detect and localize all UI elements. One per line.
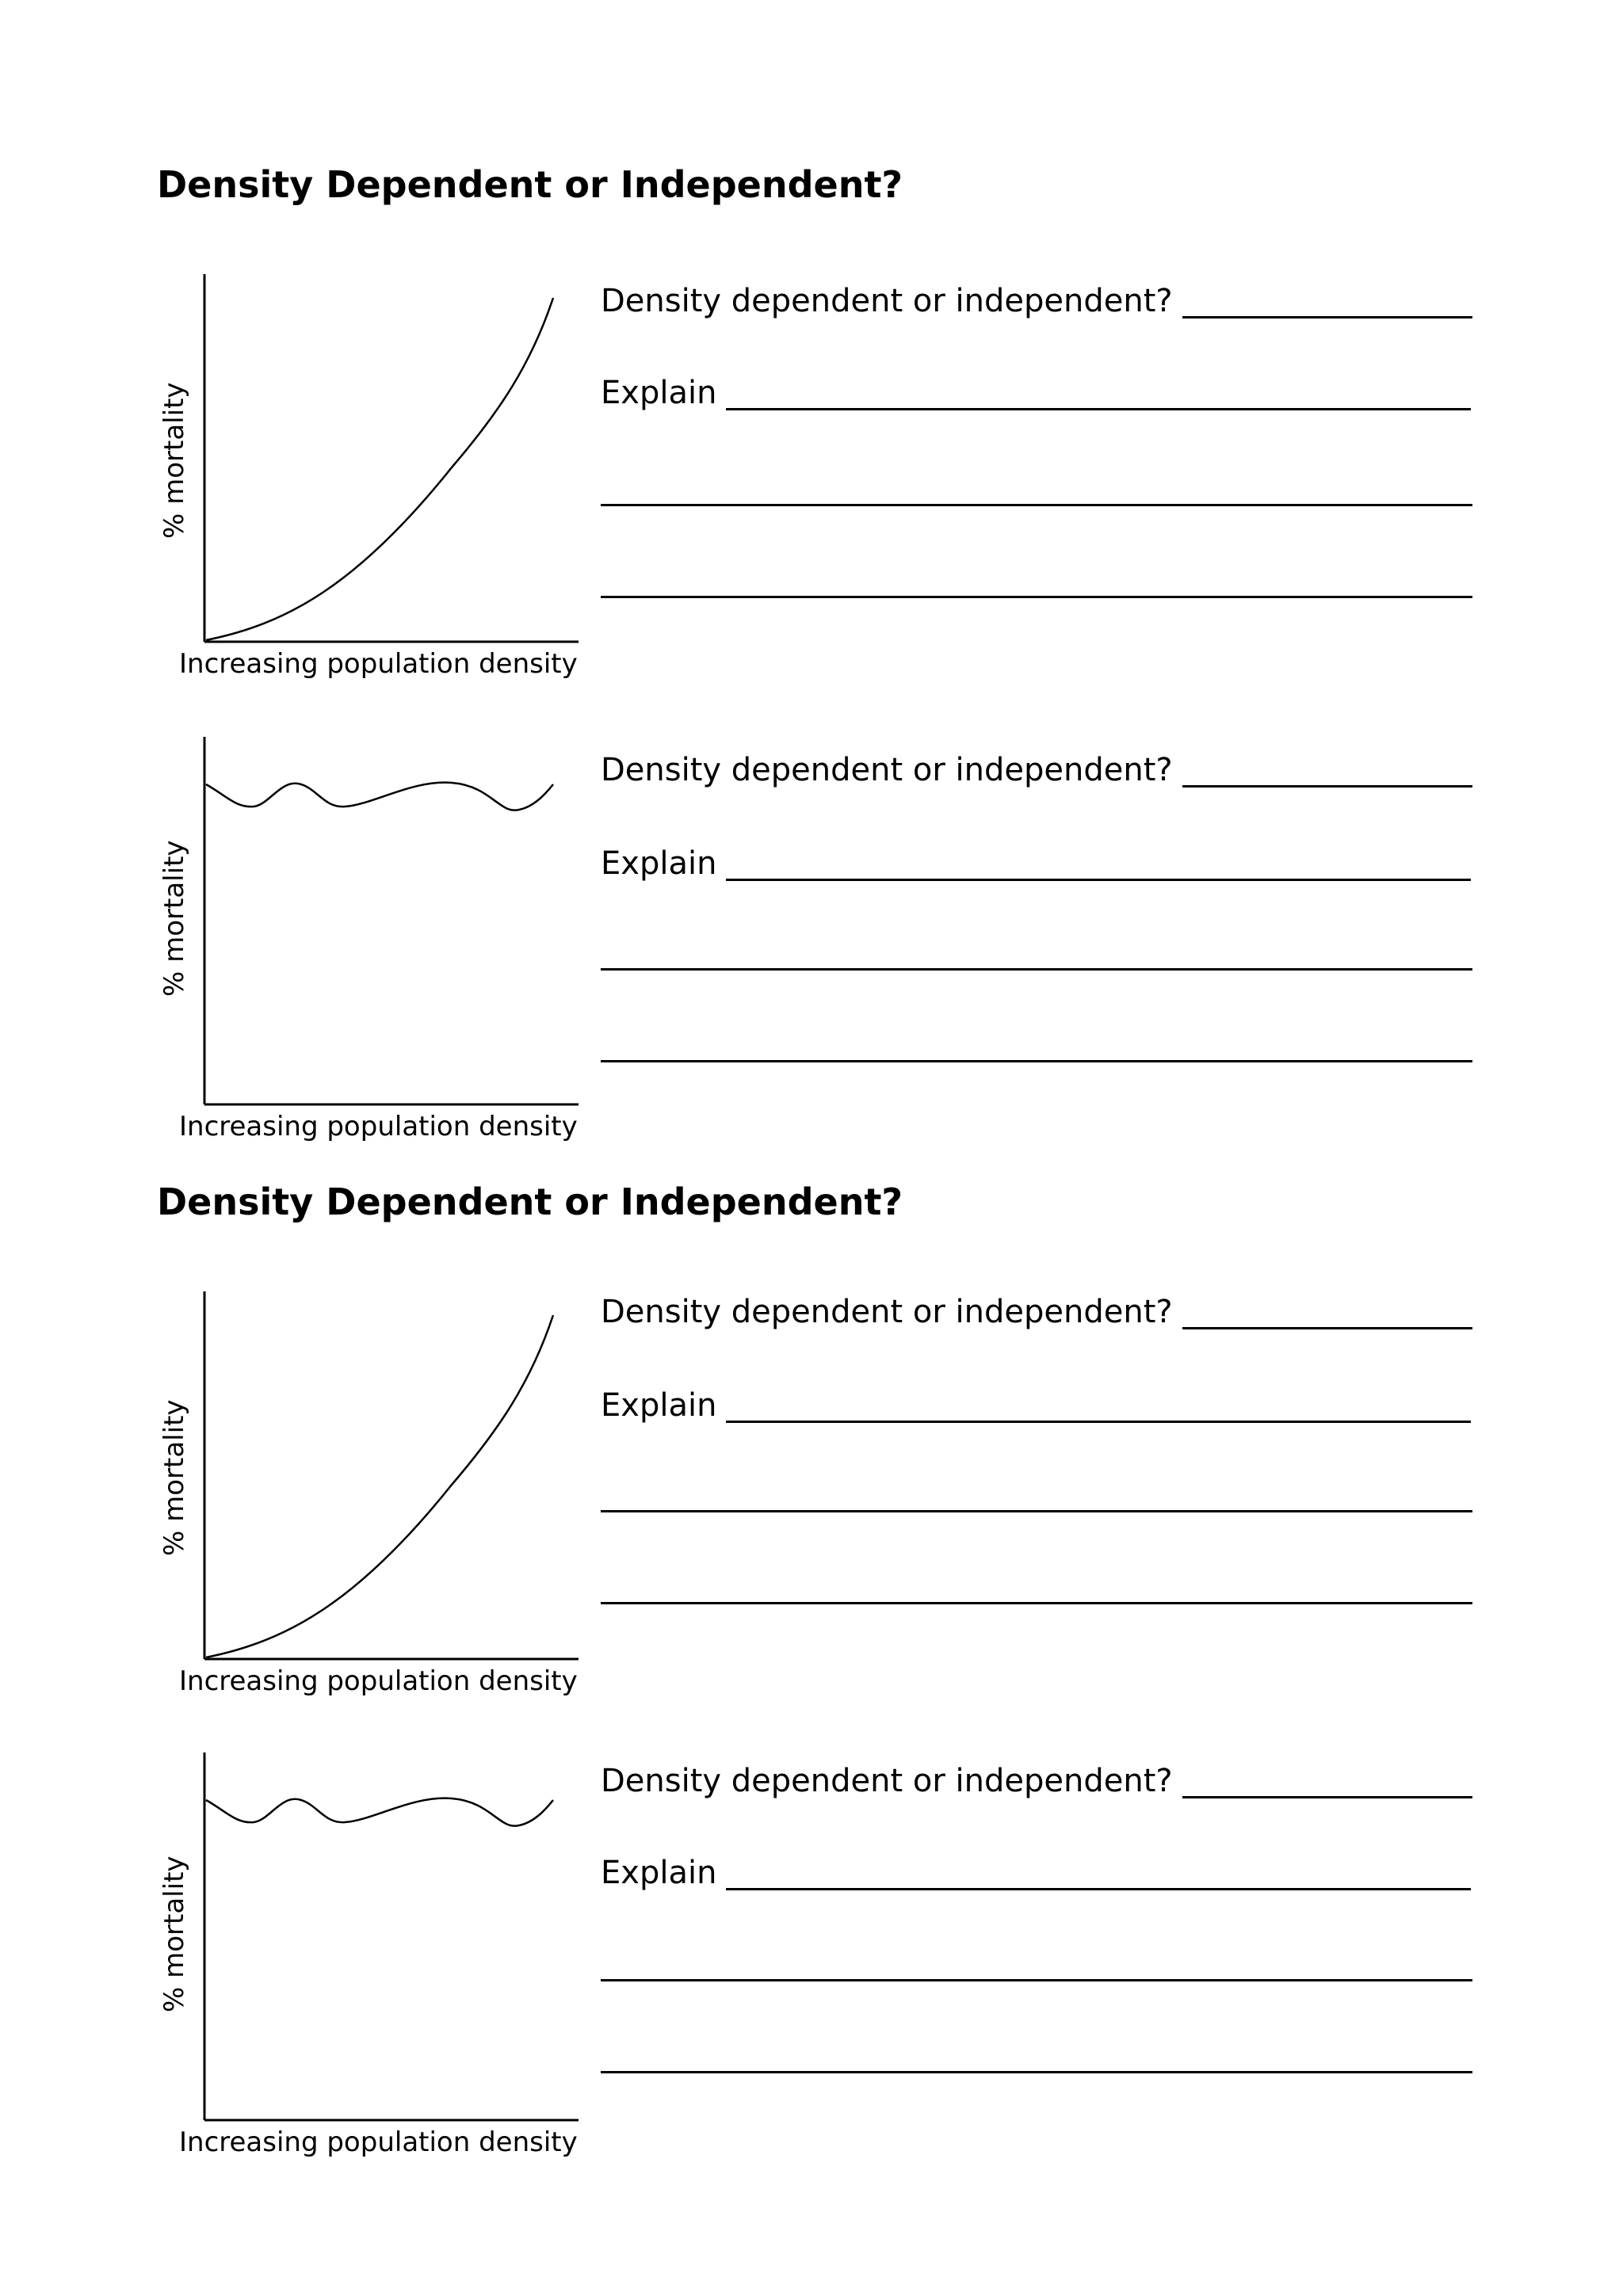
explain-blank[interactable] [726,408,1471,410]
curve-line [206,1798,553,1826]
x-axis-label: Increasing population density [179,1111,578,1142]
curve-line [206,1315,553,1657]
answer-line[interactable] [601,968,1472,971]
question-text: Density dependent or independent? [601,752,1173,788]
explain-label: Explain [601,375,717,411]
graph-axes [151,1748,594,2120]
answer-line[interactable] [601,2071,1472,2073]
explain-label: Explain [601,845,717,882]
y-axis-label: % mortality [158,1855,190,2012]
answer-blank[interactable] [1182,785,1472,788]
curve-line [206,298,553,640]
question-block [601,1296,1472,1629]
answer-line[interactable] [601,1060,1472,1062]
graph-axes [151,269,594,642]
explain-blank[interactable] [726,879,1471,881]
answer-blank[interactable] [1182,1796,1472,1798]
y-axis-label: % mortality [158,840,190,997]
mortality-graph [151,1748,594,2158]
x-axis-label: Increasing population density [179,648,578,680]
answer-line[interactable] [601,1602,1472,1604]
question-block [601,285,1472,618]
explain-blank[interactable] [726,1888,1471,1890]
mortality-graph [151,732,594,1142]
graph-axes [151,1287,594,1659]
answer-line[interactable] [601,504,1472,506]
question-text: Density dependent or independent? [601,283,1173,319]
answer-line[interactable] [601,596,1472,598]
question-text: Density dependent or independent? [601,1763,1173,1799]
y-axis-label: % mortality [158,1399,190,1556]
x-axis-label: Increasing population density [179,2126,578,2158]
explain-blank[interactable] [726,1421,1471,1423]
answer-blank[interactable] [1182,316,1472,318]
answer-line[interactable] [601,1979,1472,1981]
explain-label: Explain [601,1855,717,1891]
section-heading: Density Dependent or Independent? [157,163,903,206]
x-axis-label: Increasing population density [179,1665,578,1697]
question-block [601,754,1472,1087]
mortality-graph [151,1287,594,1697]
section-heading: Density Dependent or Independent? [157,1180,903,1223]
graph-axes [151,732,594,1104]
answer-blank[interactable] [1182,1327,1472,1329]
question-text: Density dependent or independent? [601,1294,1173,1330]
mortality-graph [151,269,594,680]
question-block [601,1765,1472,2098]
curve-line [206,783,553,810]
y-axis-label: % mortality [158,382,190,539]
explain-label: Explain [601,1387,717,1424]
answer-line[interactable] [601,1510,1472,1512]
